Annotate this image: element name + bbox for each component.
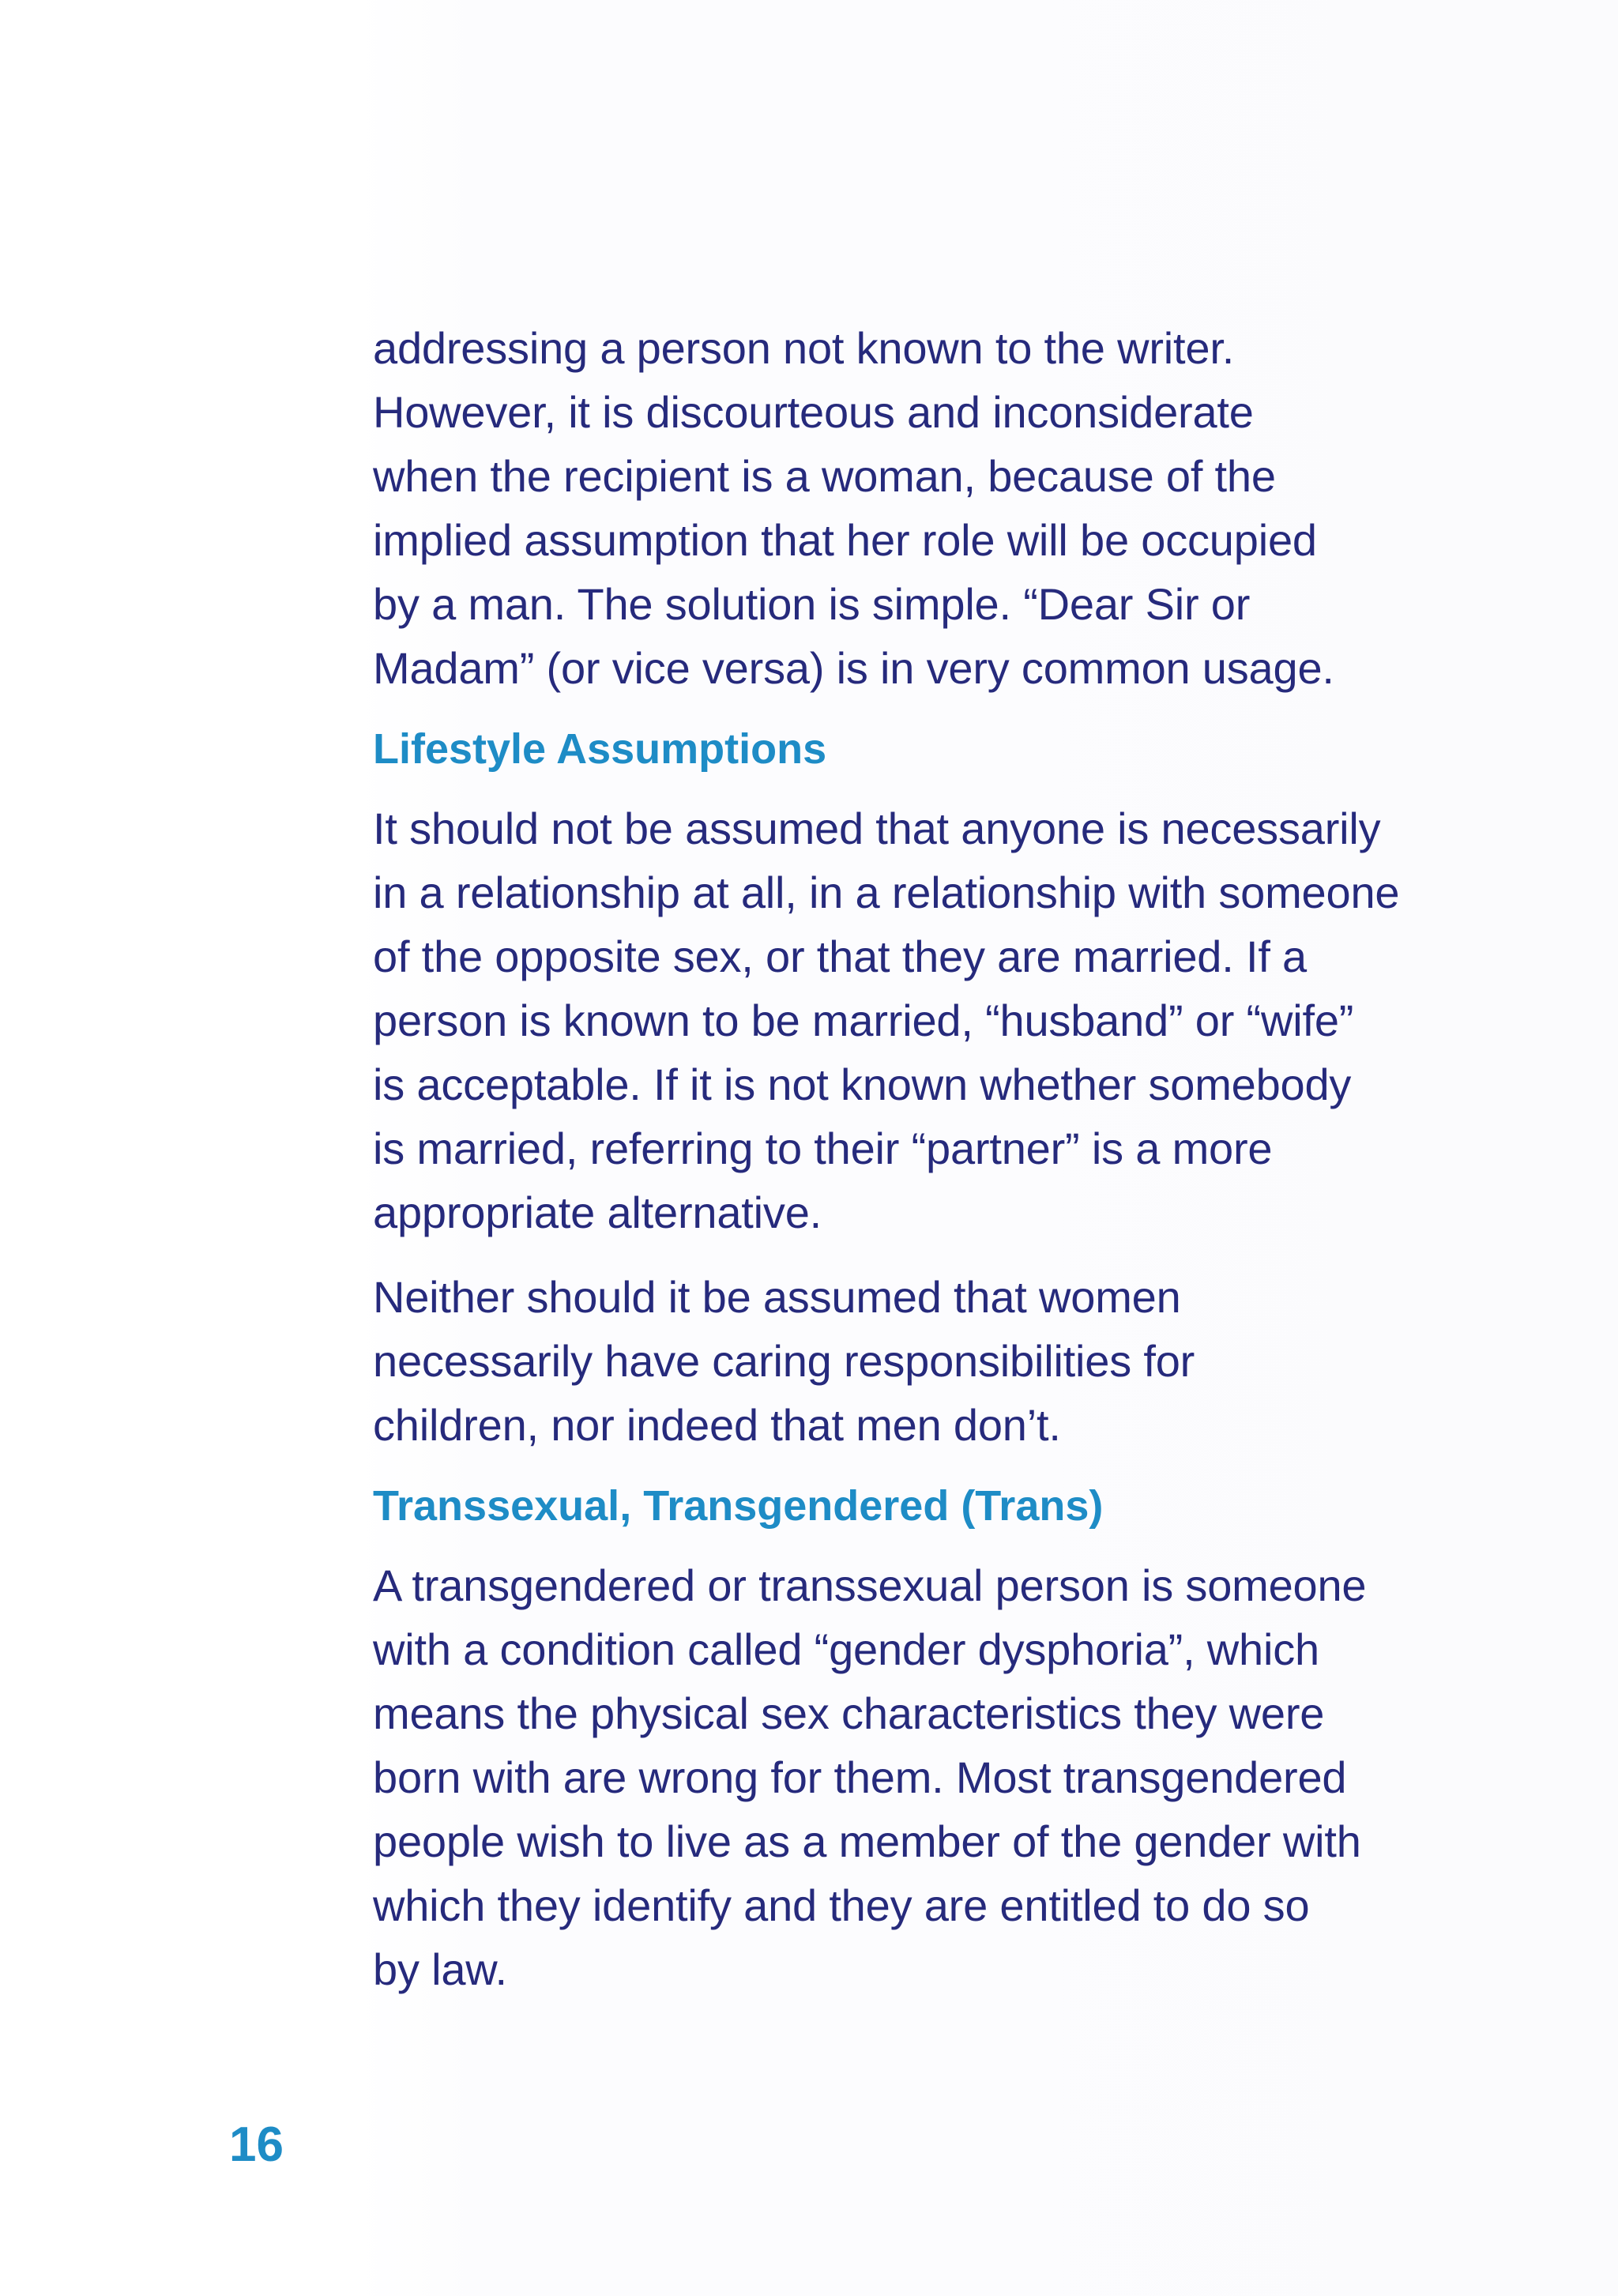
text-line: necessarily have caring responsibilities for <box>373 1336 1195 1386</box>
text-line: However, it is discourteous and inconsiderate <box>373 387 1254 437</box>
text-line: by a man. The solution is simple. “Dear Sir or <box>373 579 1251 629</box>
page-content <box>373 316 1495 2022</box>
text-line: is acceptable. If it is not known whether somebody <box>373 1060 1352 1109</box>
text-line: It should not be assumed that anyone is necessarily <box>373 804 1381 853</box>
text-line: children, nor indeed that men don’t. <box>373 1400 1061 1450</box>
text-line: by law. <box>373 1944 507 1994</box>
intro-paragraph <box>373 316 1495 700</box>
lifestyle-paragraph-1 <box>373 796 1495 1244</box>
text-line: person is known to be married, “husband” or “wife” <box>373 996 1354 1045</box>
section-heading-lifestyle: Lifestyle Assumptions <box>373 725 827 773</box>
text-line: implied assumption that her role will be occupied <box>373 515 1317 565</box>
text-line: of the opposite sex, or that they are married. If a <box>373 932 1307 981</box>
text-line: in a relationship at all, in a relationship with someone <box>373 868 1400 917</box>
text-line: means the physical sex characteristics they were <box>373 1688 1325 1738</box>
text-line: Madam” (or vice versa) is in very common usage. <box>373 643 1334 693</box>
page-number: 16 <box>229 2117 284 2172</box>
text-line: addressing a person not known to the writer. <box>373 323 1235 373</box>
section-heading-trans: Transsexual, Transgendered (Trans) <box>373 1482 1104 1530</box>
text-line: born with are wrong for them. Most transgendered <box>373 1752 1347 1802</box>
text-line: which they identify and they are entitled to do so <box>373 1880 1310 1930</box>
text-line: when the recipient is a woman, because of the <box>373 451 1276 501</box>
text-line: is married, referring to their “partner” is a more <box>373 1124 1273 1173</box>
text-line: A transgendered or transsexual person is someone <box>373 1560 1367 1610</box>
text-line: appropriate alternative. <box>373 1188 822 1237</box>
trans-paragraph-1 <box>373 1553 1495 2001</box>
text-line: people wish to live as a member of the gender with <box>373 1816 1361 1866</box>
lifestyle-paragraph-2 <box>373 1265 1495 1457</box>
text-line: Neither should it be assumed that women <box>373 1272 1181 1322</box>
text-line: with a condition called “gender dysphoria”, which <box>373 1624 1319 1674</box>
